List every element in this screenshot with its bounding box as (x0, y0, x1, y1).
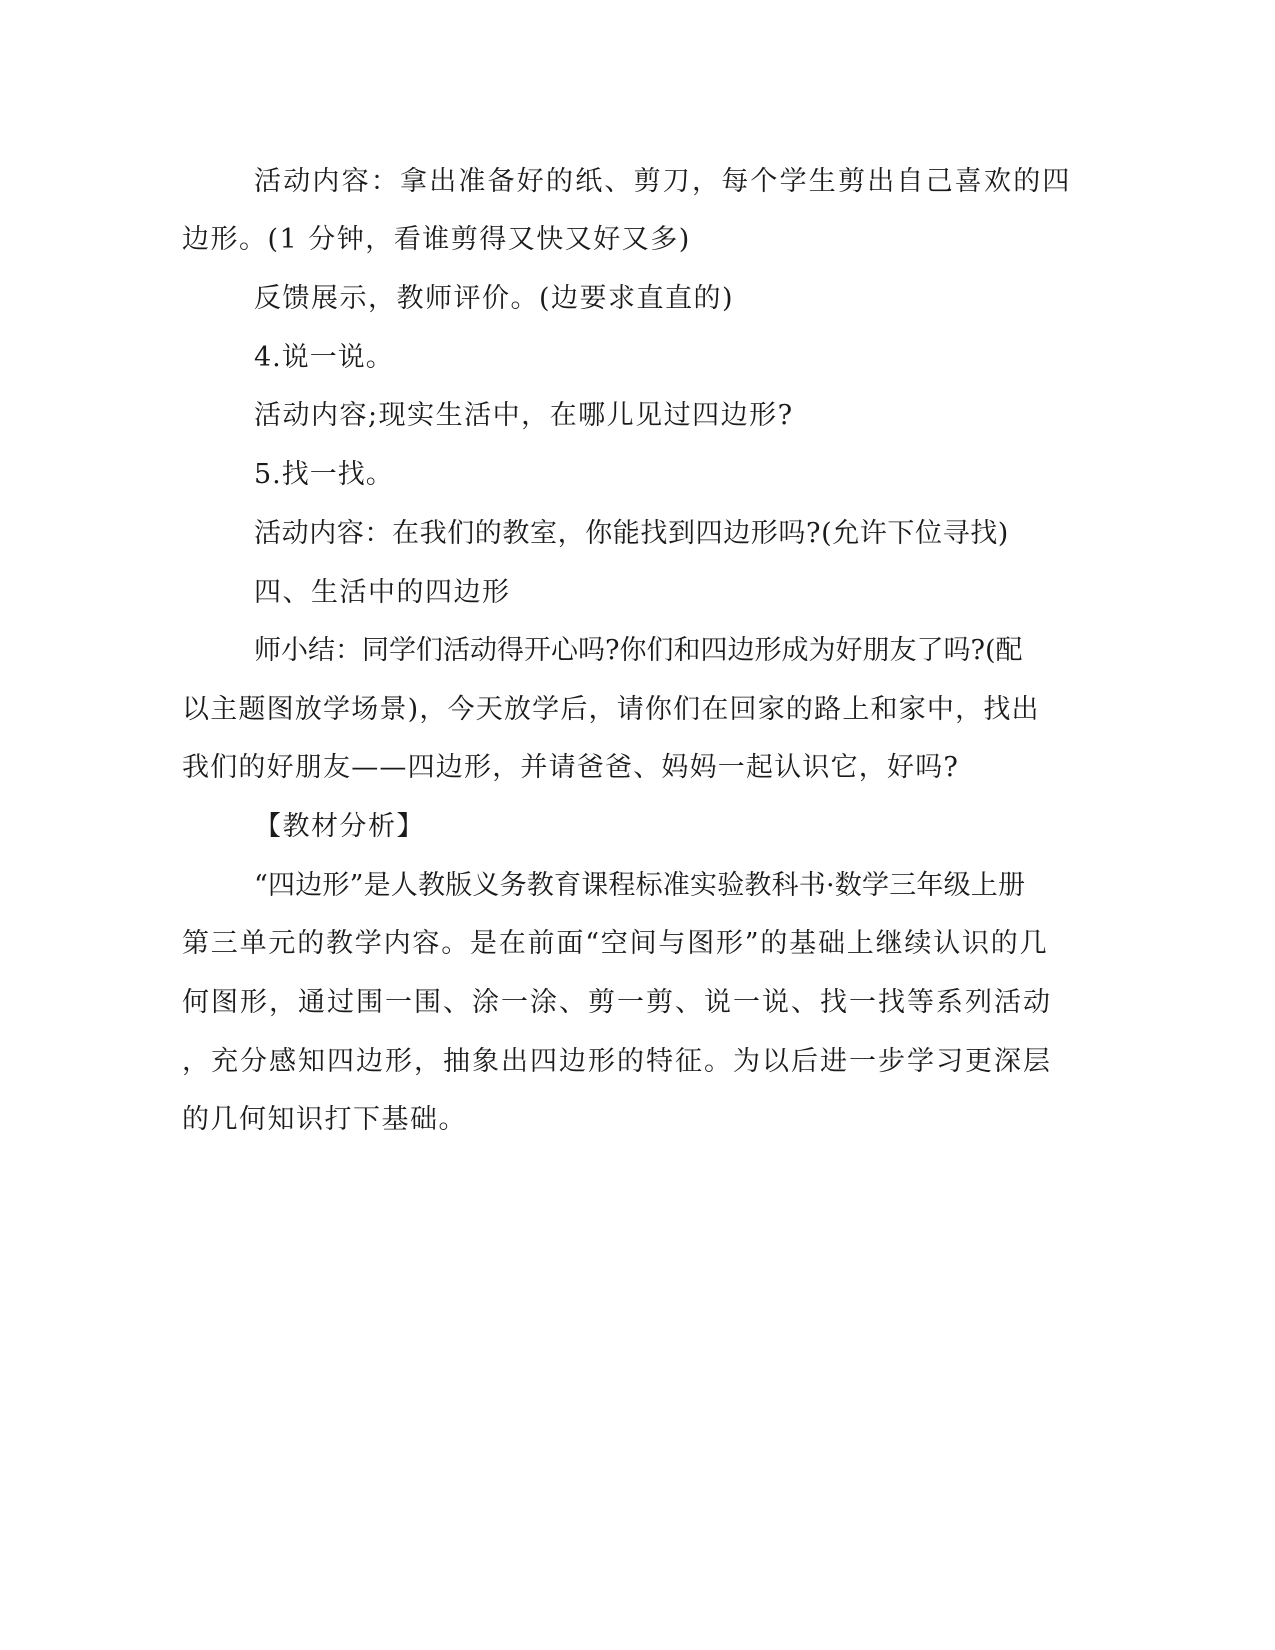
text-line: 活动内容：在我们的教室，你能找到四边形吗?(允许下位寻找) (254, 518, 1009, 549)
text-line: 的几何知识打下基础。 (182, 1104, 467, 1135)
text-line: 反馈展示，教师评价。(边要求直直的) (254, 283, 735, 314)
text-line: 我们的好朋友——四边形，并请爸爸、妈妈一起认识它，好吗? (182, 752, 960, 783)
text-line: 师小结：同学们活动得开心吗?你们和四边形成为好朋友了吗?(配 (254, 635, 1023, 666)
text-line: 第三单元的教学内容。是在前面“空间与图形”的基础上继续认识的几 (182, 928, 1049, 959)
text-line: 边形。(1 分钟，看谁剪得又快又好又多) (182, 224, 691, 255)
text-line: “四边形”是人教版义务教育课程标准实验教科书·数学三年级上册 (254, 870, 1026, 901)
section-heading: 【教材分析】 (254, 811, 425, 842)
text-line: 活动内容：拿出准备好的纸、剪刀，每个学生剪出自己喜欢的四 (254, 166, 1072, 197)
text-line: 4.说一说。 (254, 342, 394, 373)
section-heading: 四、生活中的四边形 (254, 577, 511, 608)
text-line: 活动内容;现实生活中，在哪儿见过四边形? (254, 400, 794, 431)
text-line: 何图形，通过围一围、涂一涂、剪一剪、说一说、找一找等系列活动 (182, 987, 1052, 1018)
text-line: ，充分感知四边形，抽象出四边形的特征。为以后进一步学习更深层 (182, 1046, 1052, 1077)
text-line: 5.找一找。 (254, 459, 394, 490)
text-line: 以主题图放学场景)，今天放学后，请你们在回家的路上和家中，找出 (182, 694, 1040, 725)
